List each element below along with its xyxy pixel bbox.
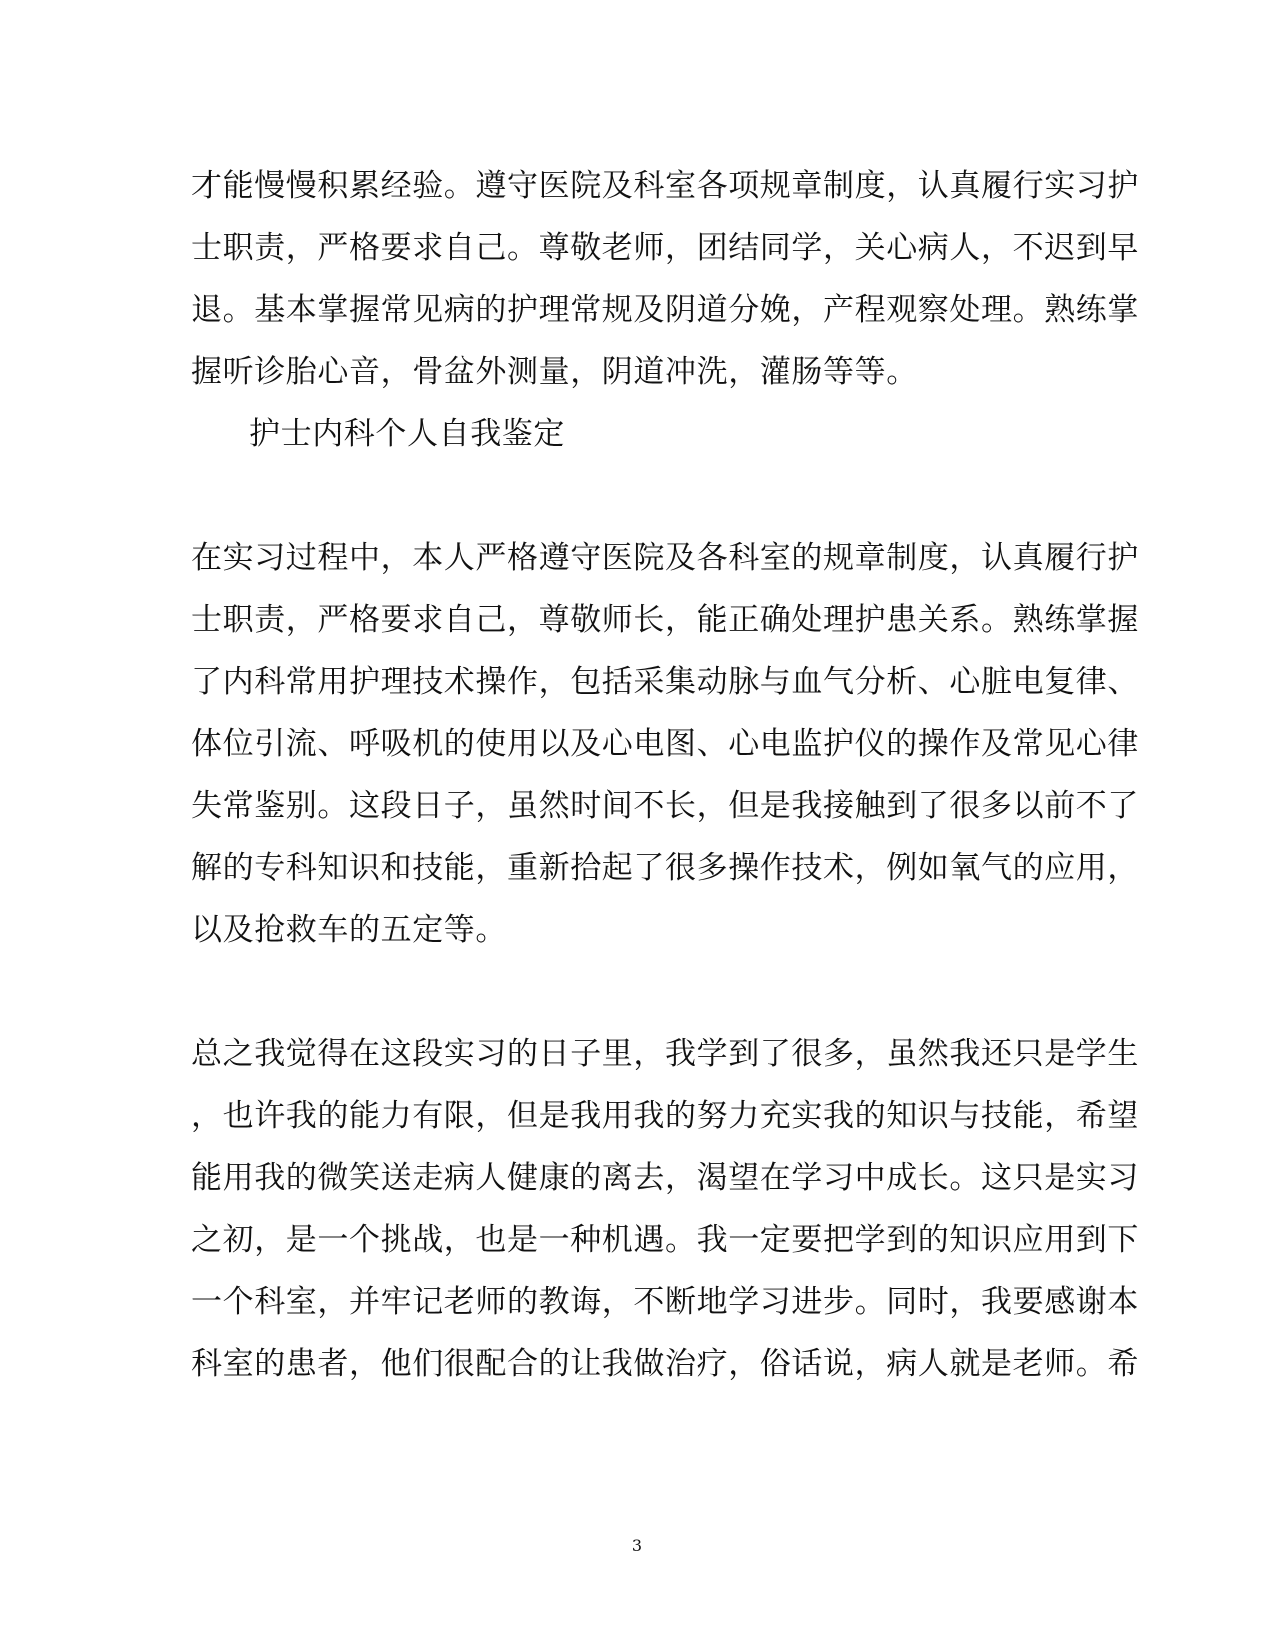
paragraph-2-line-4: 体位引流、呼吸机的使用以及心电图、心电监护仪的操作及常见心律 <box>191 726 1139 762</box>
paragraph-2-line-5: 失常鉴别。这段日子，虽然时间不长，但是我接触到了很多以前不了 <box>191 788 1139 824</box>
page-number: 3 <box>631 1536 643 1555</box>
paragraph-1-line-3: 退。基本掌握常见病的护理常规及阴道分娩，产程观察处理。熟练掌 <box>191 292 1139 328</box>
paragraph-3-line-2: ，也许我的能力有限，但是我用我的努力充实我的知识与技能，希望 <box>191 1098 1139 1134</box>
paragraph-2-line-6: 解的专科知识和技能，重新拾起了很多操作技术，例如氧气的应用， <box>191 850 1139 886</box>
paragraph-2-line-2: 士职责，严格要求自己，尊敬师长，能正确处理护患关系。熟练掌握 <box>191 602 1139 638</box>
paragraph-1-line-4: 握听诊胎心音，骨盆外测量，阴道冲洗，灌肠等等。 <box>191 354 918 390</box>
paragraph-3-line-6: 科室的患者，他们很配合的让我做治疗，俗话说，病人就是老师。希 <box>191 1346 1139 1382</box>
paragraph-3-line-1: 总之我觉得在这段实习的日子里，我学到了很多，虽然我还只是学生 <box>191 1036 1139 1072</box>
paragraph-3-line-5: 一个科室，并牢记老师的教诲，不断地学习进步。同时，我要感谢本 <box>191 1284 1139 1320</box>
paragraph-2-line-3: 了内科常用护理技术操作，包括采集动脉与血气分析、心脏电复律、 <box>191 664 1139 700</box>
paragraph-2-line-7: 以及抢救车的五定等。 <box>191 912 507 948</box>
paragraph-2-line-1: 在实习过程中，本人严格遵守医院及各科室的规章制度，认真履行护 <box>191 540 1139 576</box>
paragraph-3-line-4: 之初，是一个挑战，也是一种机遇。我一定要把学到的知识应用到下 <box>191 1222 1139 1258</box>
paragraph-1-line-1: 才能慢慢积累经验。遵守医院及科室各项规章制度，认真履行实习护 <box>191 168 1139 204</box>
paragraph-3-line-3: 能用我的微笑送走病人健康的离去，渴望在学习中成长。这只是实习 <box>191 1160 1139 1196</box>
section-heading: 护士内科个人自我鉴定 <box>249 416 565 452</box>
paragraph-1-line-2: 士职责，严格要求自己。尊敬老师，团结同学，关心病人，不迟到早 <box>191 230 1139 266</box>
